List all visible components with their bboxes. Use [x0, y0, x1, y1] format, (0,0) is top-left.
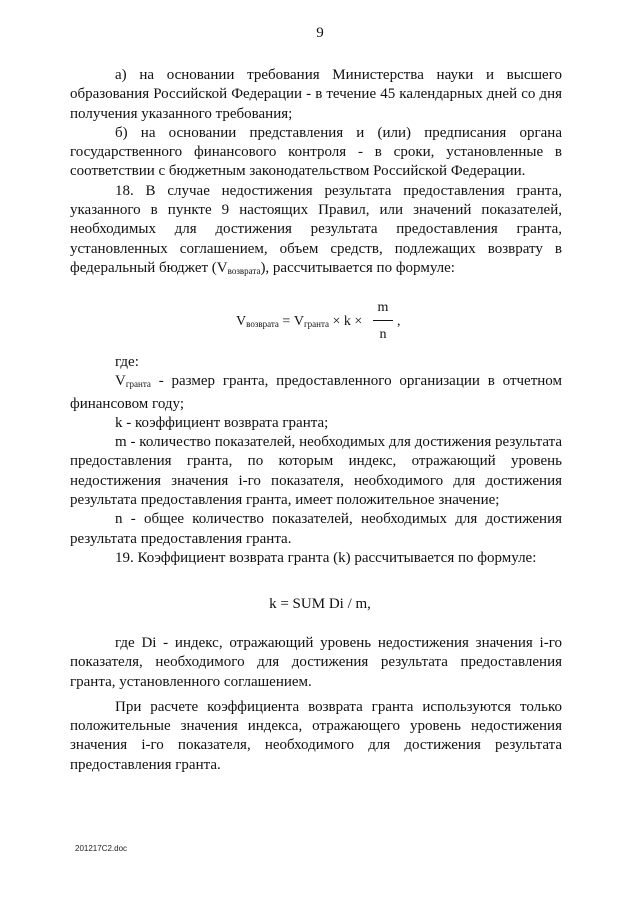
where-label: где:: [115, 354, 139, 370]
formula1-left: $V_{возврата} = V_{гранта} \times k$ ×: [236, 314, 363, 329]
paragraphs-top: [70, 66, 562, 281]
file-name-footer: 201217C2.doc: [75, 844, 128, 853]
definitions: [70, 353, 562, 568]
paragraph-a: а) на основании требования Министерства науки и высшего образования Российской Федерации - в течение 45 календарных дней со дня получения указанного требования;: [70, 67, 562, 122]
fraction-bar: [373, 320, 393, 321]
formula1-fraction: [373, 300, 393, 343]
formula1-denominator: n: [379, 327, 387, 342]
definition-v: $V_{гранта}$ - размер гранта, предоставленного организации в отчетном финансовом году;: [70, 373, 562, 412]
paragraph-b: б) на основании представления и (или) предписания органа государственного финансового контроля - в сроки, установленные в соответствии с бюджетным законодательством Российской Федерации.: [70, 124, 562, 180]
paragraph-positive-values: При расчете коэффициента возврата гранта используются только положительные значения индекса, отражающего уровень недостижения значения i-го показателя, необходимого для достижения результата предоставления гранта.: [70, 698, 562, 773]
paragraph-18: [70, 182, 562, 281]
paragraph-19: 19. Коэффициент возврата гранта (k) рассчитывается по формуле:: [115, 549, 537, 566]
formula-return-amount: [0, 300, 640, 344]
formula-coefficient: k = SUM Di / m,: [269, 596, 371, 612]
definition-m: m - количество показателей, необходимых для достижения результата предоставления гранта, по которым индекс, отражающий уровень недостижения значения i-го показателя, необходимого для достижения результата предоставления гранта, имеет положительное значение;: [70, 434, 562, 509]
formula1-comma: ,: [397, 314, 401, 329]
paragraphs-bottom: [70, 634, 562, 775]
paragraph-18-tail: ), рассчитывается по формуле:: [260, 259, 455, 276]
formula1-numerator: m: [377, 300, 389, 315]
definition-k: k - коэффициент возврата гранта;: [115, 414, 329, 431]
paragraph-18-text: 18. В случае недостижения результата предоставления гранта, указанного в пункте 9 настоящих Правил, или значений показателей, необходимых для достижения результата предоставления гранта, установленных соглашением, объем средств, подлежащих возврату в федеральный бюджет (V: [70, 182, 562, 276]
definition-di: где Di - индекс, отражающий уровень недостижения значения i-го показателя, необходимого для достижения результата предоставления гранта, установленного соглашением.: [70, 635, 562, 690]
page-number: 9: [316, 25, 324, 41]
definition-n: n - общее количество показателей, необходимых для достижения результата предоставления гранта.: [70, 511, 562, 547]
paragraph-18-sub: возврата: [227, 265, 261, 276]
